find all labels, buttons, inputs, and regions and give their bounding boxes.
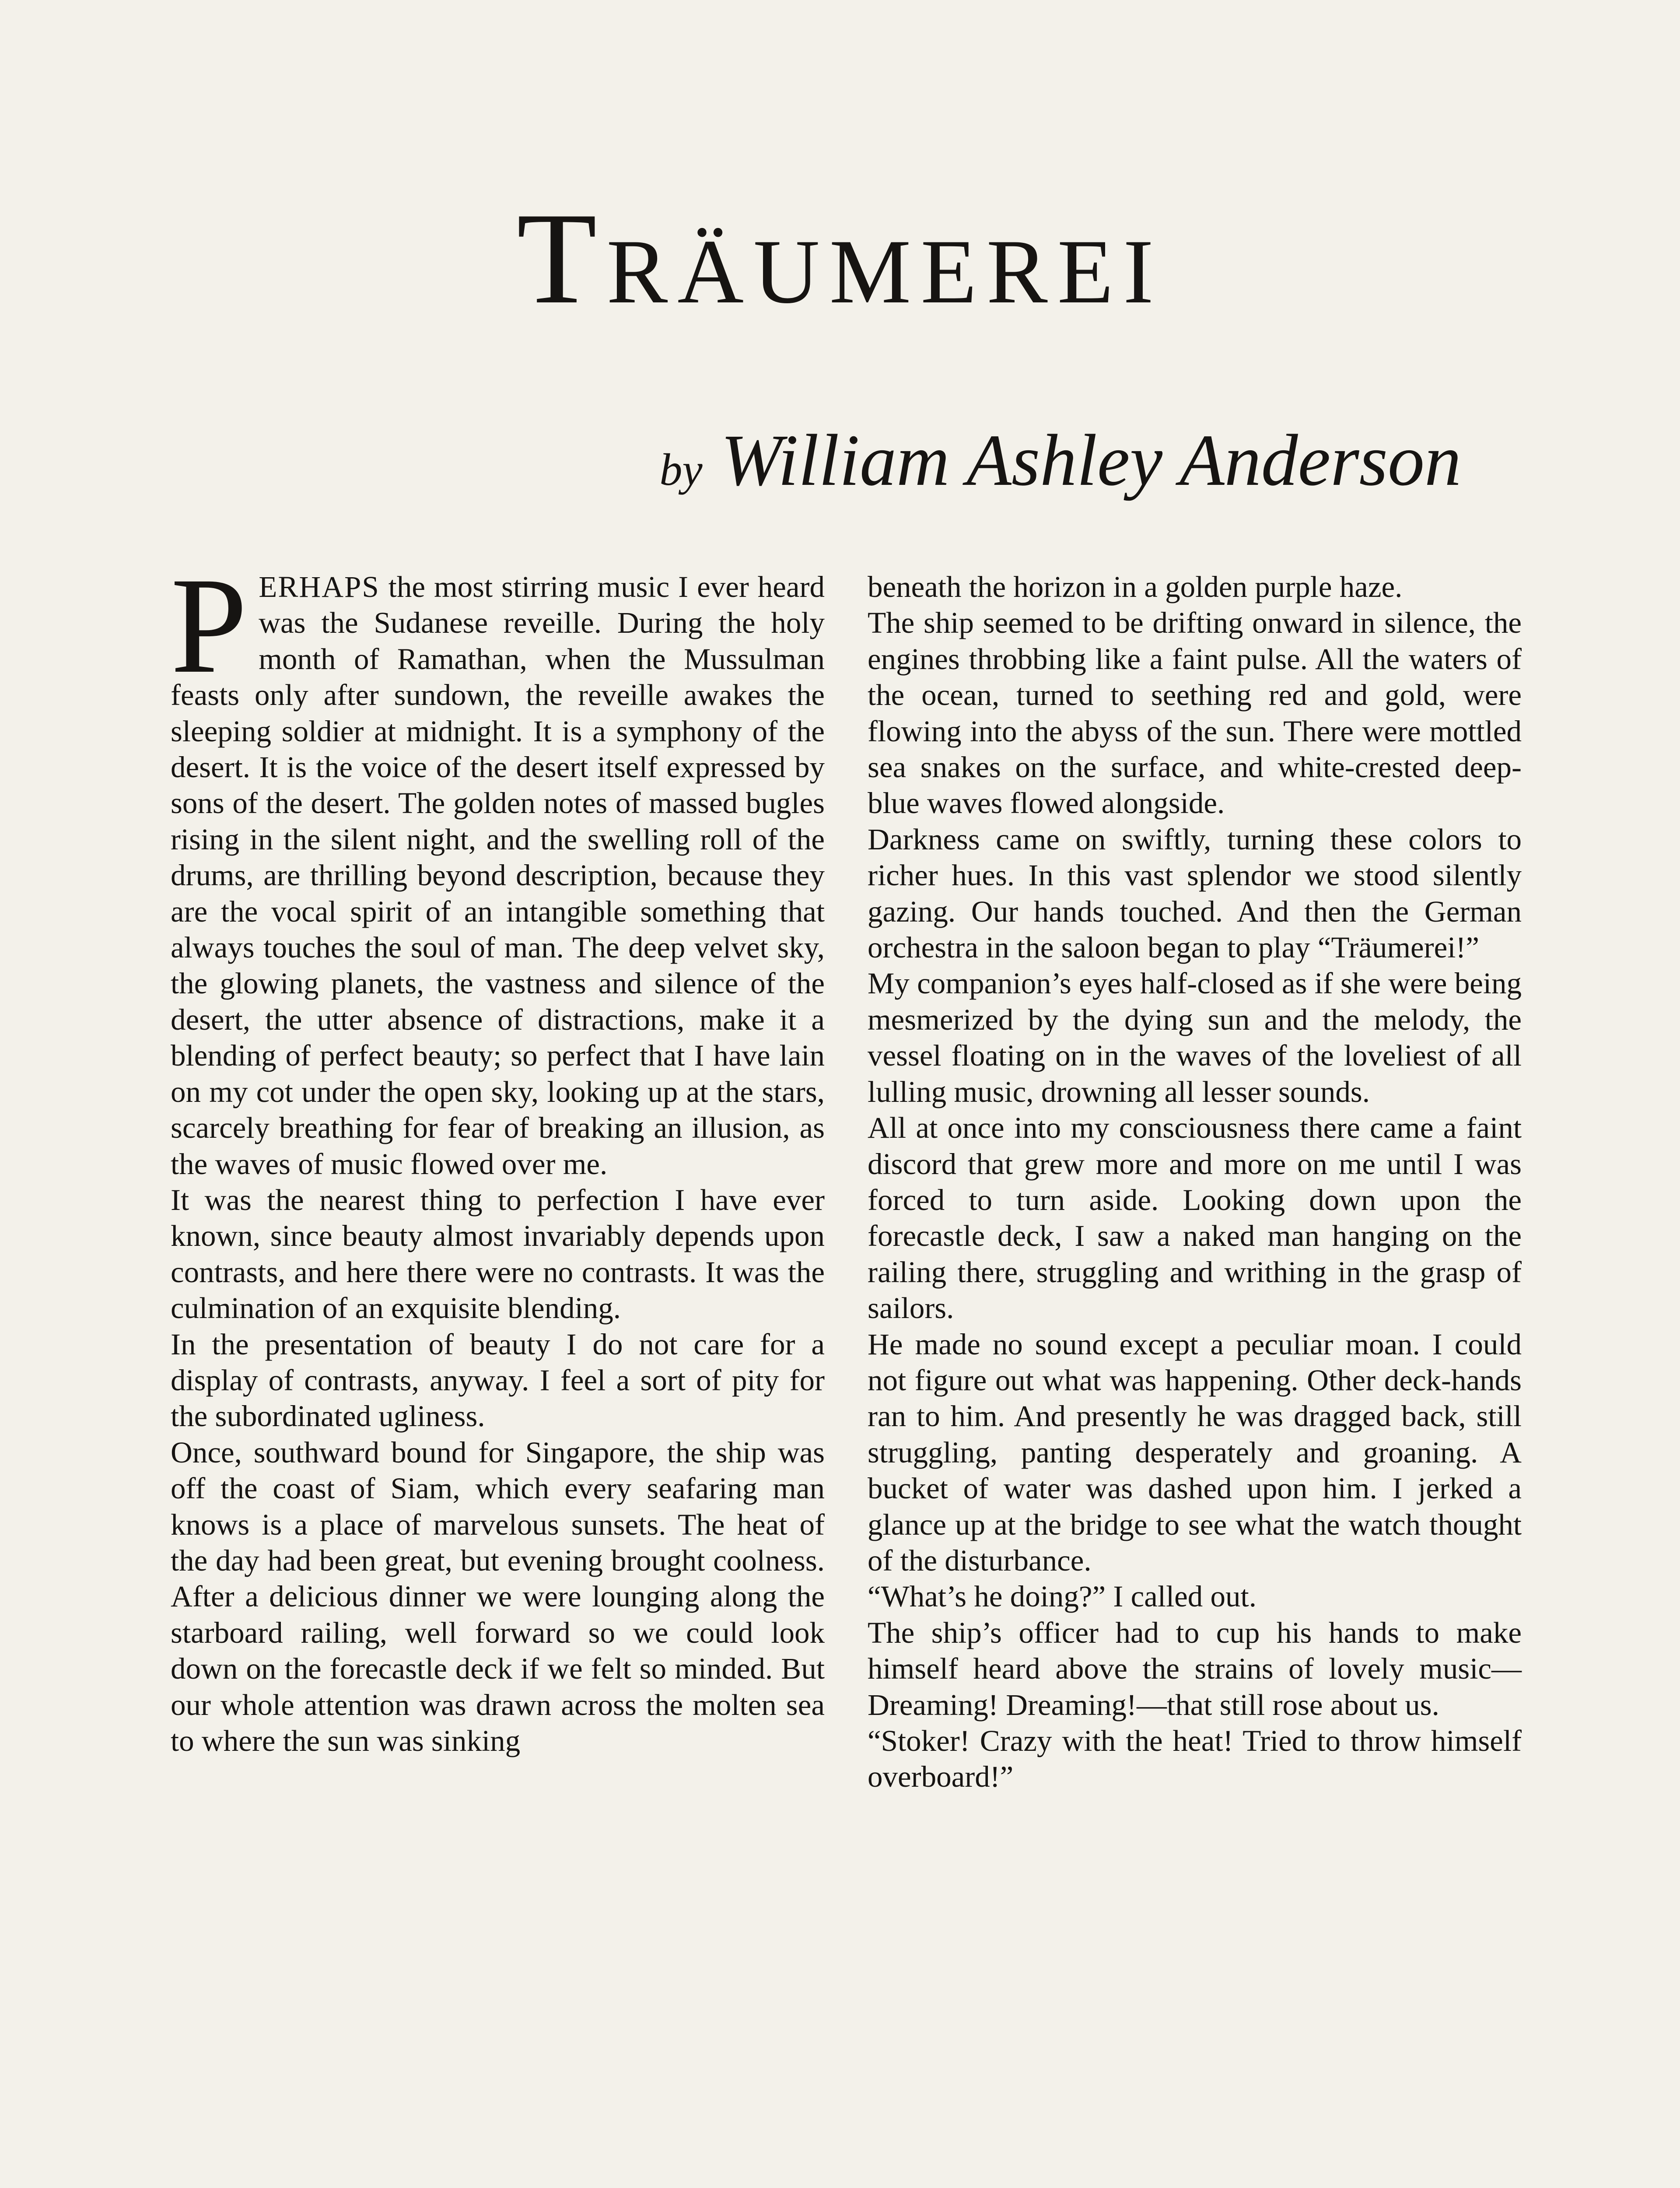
text-column-left bbox=[171, 549, 825, 1759]
lead-caps: ERHAPS bbox=[259, 570, 380, 603]
paragraph: It was the nearest thing to perfection I have ever known, since beauty almost invariably depends upon contrasts, and here there were no contrasts. It was the culmination of an exquisite blending. bbox=[171, 1183, 825, 1325]
byline bbox=[659, 420, 1461, 501]
paragraph: “Stoker! Crazy with the heat! Tried to throw himself overboard!” bbox=[868, 1724, 1522, 1794]
paragraph: Once, southward bound for Singapore, the ship was off the coast of Siam, which every seafaring man knows is a place of marvelous sunsets. The heat of the day had been great, but evening brought coolness. After a delicious dinner we were lounging along the starboard railing, well forward so we could look down on the forecastle deck if we felt so minded. But our whole attention was drawn across the molten sea to where the sun was sinking bbox=[171, 1435, 825, 1757]
paragraph: He made no sound except a peculiar moan. I could not figure out what was happening. Other deck-hands ran to him. And presently he was dragged back, still struggling, panting desperately and groaning. A bucket of water was dashed upon him. I jerked a glance up at the bridge to see what the watch thought of the disturbance. bbox=[868, 1327, 1522, 1577]
text-column-right bbox=[868, 569, 1522, 1795]
paragraph-text: the most stirring music I ever heard was the Sudanese reveille. During the holy month of Ramathan, when the Mussulman feasts only after sundown, the reveille awakes the sleeping soldier at midnight. It is a symphony of the desert. It is the voice of the desert itself expressed by sons of the desert. The golden notes of massed bugles rising in the silent night, and the swelling roll of the drums, are thrilling beyond description, because they are the vocal spirit of an intangible something that always touches the soul of man. The deep velvet sky, the glowing planets, the vastness and silence of the desert, the utter absence of distractions, make it a blending of perfect beauty; so perfect that I have lain on my cot under the open sky, looking up at the stars, scarcely breathing for fear of breaking an illusion, as the waves of music flowed over me. bbox=[171, 570, 825, 1181]
paragraph: “What’s he doing?” I called out. bbox=[868, 1580, 1256, 1613]
author-name: William Ashley Anderson bbox=[721, 420, 1461, 501]
paragraph-opening bbox=[171, 549, 825, 1182]
paragraph: In the presentation of beauty I do not care for a display of contrasts, anyway. I feel a sort of pity for the subordinated ugliness. bbox=[171, 1327, 825, 1433]
paragraph: beneath the horizon in a golden purple haze. bbox=[868, 570, 1403, 603]
paragraph: The ship seemed to be drifting onward in silence, the engines throbbing like a faint pulse. All the waters of the ocean, turned to seething red and gold, were flowing into the abyss of the sun. There were mottled sea snakes on the surface, and white-crested deep-blue waves flowed alongside. bbox=[868, 606, 1522, 820]
byline-by: by bbox=[659, 445, 703, 495]
drop-cap: P bbox=[171, 549, 248, 702]
paragraph: The ship’s officer had to cup his hands to make himself heard above the strains of lovely music—Dreaming! Dreaming!—that still rose about us. bbox=[868, 1616, 1522, 1722]
paragraph: Darkness came on swiftly, turning these colors to richer hues. In this vast splendor we stood silently gazing. Our hands touched. And then the German orchestra in the saloon began to play “Träumerei!” bbox=[868, 822, 1522, 964]
paragraph: All at once into my consciousness there came a faint discord that grew more and more on me until I was forced to turn aside. Looking down upon the forecastle deck, I saw a naked man hanging on the railing there, struggling and writhing in the grasp of sailors. bbox=[868, 1111, 1522, 1325]
story-title: Träumerei bbox=[517, 186, 1163, 331]
paragraph: My companion’s eyes half-closed as if she were being mesmerized by the dying sun and the melody, the vessel floating on in the waves of the loveliest of all lulling music, drowning all lesser sounds. bbox=[868, 967, 1522, 1108]
